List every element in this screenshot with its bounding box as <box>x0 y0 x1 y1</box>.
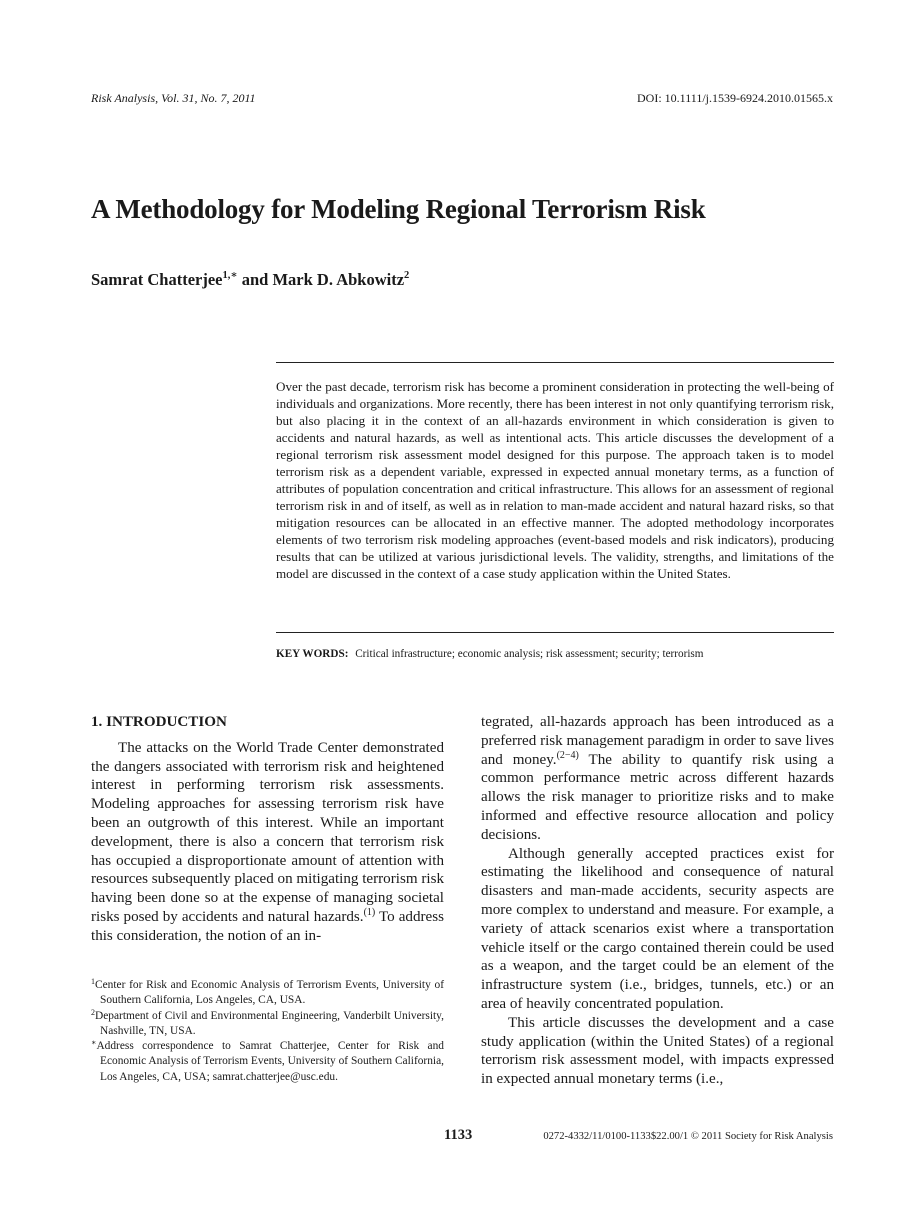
author-name: Mark D. Abkowitz <box>272 270 405 289</box>
citation-link[interactable]: (1) <box>363 906 376 918</box>
footnote-text: Center for Risk and Economic Analysis of Terrorism Events, University of Southern California, Los Angeles, CA, USA. <box>95 979 444 1007</box>
journal-citation: Risk Analysis, Vol. 31, No. 7, 2011 <box>91 91 256 105</box>
intro-paragraph: Although generally accepted practices exist for estimating the likelihood and consequence of natural disasters and man-made accidents, security aspects are more complex to understand and measure. For example, a variety of attack scenarios exist where a transportation vehicle itself or the cargo contained therein could be used as a weapon, and the target could be an element of the infrastructure system (i.e., bridges, tunnels, etc.) or an area of heavily concentrated population. <box>481 845 834 1012</box>
footnote-mark: 1 <box>91 977 95 986</box>
paragraph-text: tegrated, all-hazards approach has been introduced as a preferred risk management paradigm in order to save lives and money. <box>481 714 834 768</box>
copyright-line: 0272-4332/11/0100-1133$22.00/1 © 2011 Society for Risk Analysis <box>543 1131 833 1142</box>
keywords-label: KEY WORDS: <box>276 648 349 660</box>
paragraph-text: The ability to quantify risk using a common performance metric across different hazards allows the risk manager to prioritize risks and to make informed and effective resource allocation and policy decisions. <box>481 751 834 843</box>
right-column <box>481 713 834 1089</box>
abstract-bottom-rule <box>276 632 834 633</box>
paragraph-text: The attacks on the World Trade Center demonstrated the dangers associated with terrorism risk and heightened interest in performing terrorism risk assessments. Modeling approaches for assessing terrorism risk have been an outgrowth of this interest. While an important development, there is also a concern that terrorism risk has occupied a disproportionate amount of attention with resources subsequently placed on mitigating terrorism risk having been done so at the expense of managing societal risks posed by accidents and natural hazards. <box>91 739 444 925</box>
author-name: Samrat Chatterjee <box>91 270 223 289</box>
intro-paragraph: This article discusses the development and a case study application (within the United States) of a regional terrorism risk assessment model, with impacts expressed in expected annual monetary terms (i.e., <box>481 1014 834 1088</box>
footnote-mark: ∗ <box>91 1038 97 1048</box>
citation-link[interactable]: (2−4) <box>556 749 579 761</box>
author-affiliation-mark[interactable]: 2 <box>404 270 410 281</box>
footnote-mark: 2 <box>91 1007 95 1017</box>
doi[interactable]: DOI: 10.1111/j.1539-6924.2010.01565.x <box>637 91 833 105</box>
article-title: A Methodology for Modeling Regional Terrorism Risk <box>91 194 706 224</box>
keywords-text: Critical infrastructure; economic analysis; risk assessment; security; terrorism <box>355 648 704 660</box>
footnote <box>91 1009 444 1040</box>
author-conjunction: and <box>237 270 273 289</box>
footnote-text: Address correspondence to Samrat Chatterjee, Center for Risk and Economic Analysis of Terrorism Events, University of Southern California, Los Angeles, CA, USA; samrat.chatterjee@usc.edu. <box>96 1040 444 1083</box>
footnote <box>91 1039 444 1085</box>
footnote <box>91 978 444 1009</box>
author-affiliation-mark[interactable]: 1,∗ <box>222 270 238 281</box>
left-column <box>91 713 444 946</box>
paragraph-text: To address this consideration, the notion of an in- <box>91 908 444 944</box>
intro-paragraph <box>481 713 834 845</box>
intro-paragraph <box>91 739 444 946</box>
author-line <box>91 270 409 290</box>
footnote-text: Department of Civil and Environmental Engineering, Vanderbilt University, Nashville, TN, USA. <box>95 1009 444 1037</box>
page-number: 1133 <box>444 1127 473 1143</box>
footnotes <box>91 978 444 1085</box>
abstract: Over the past decade, terrorism risk has become a prominent consideration in protecting the well-being of individuals and organizations. More recently, there has been interest in not only quantifying terrorism risk, but also placing it in the context of an all-hazards environment in which consideration is given to accidents and natural hazards, as well as intentional acts. This article discusses the development of a regional terrorism risk assessment model designed for this purpose. The approach taken is to model terrorism risk as a dependent variable, expressed in expected annual monetary terms, as a function of attributes of population concentration and critical infrastructure. This allows for an assessment of regional terrorism risk in and of itself, as well as in relation to man-made accident and natural hazard risks, so that mitigation resources can be allocated in an effective manner. The adopted methodology incorporates elements of two terrorism risk modeling approaches (event-based models and risk indicators), producing results that can be utilized at various jurisdictional levels. The validity, strengths, and limitations of the model are discussed in the context of a case study application within the United States. <box>276 379 834 581</box>
section-heading: 1. INTRODUCTION <box>91 714 227 730</box>
keywords <box>276 648 834 660</box>
abstract-top-rule <box>276 362 834 363</box>
